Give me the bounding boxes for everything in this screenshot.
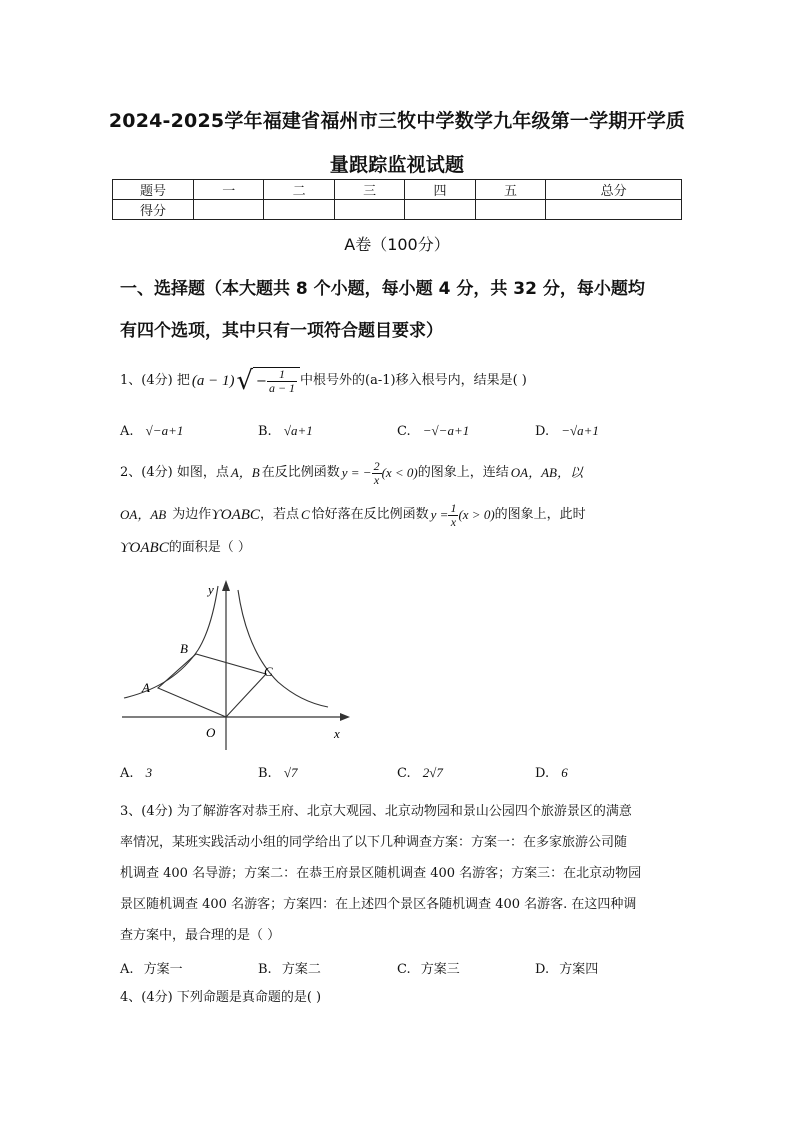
q2-segments: OA，AB <box>120 507 167 522</box>
section-1-heading-line-1: 一、选择题（本大题共 8 个小题，每小题 4 分，共 32 分，每小题均 <box>120 279 645 299</box>
question-1 <box>120 364 527 398</box>
label-x: x <box>334 726 340 741</box>
q2-option-c <box>397 765 443 781</box>
q2-option-d <box>535 765 568 781</box>
q2-func1-lhs: y = − <box>341 465 372 480</box>
frac-den: x <box>450 514 457 529</box>
option-letter: C. <box>397 766 411 781</box>
frac-num: 1 <box>450 500 457 515</box>
option-letter: D. <box>535 424 550 439</box>
score-header-cell: 总分 <box>546 180 682 200</box>
q2-figure <box>118 574 358 754</box>
option-text: 3 <box>145 765 153 780</box>
frac-num: 2 <box>373 458 380 473</box>
q2-func2-fraction <box>448 502 458 529</box>
label-o: O <box>206 725 216 740</box>
score-cell <box>475 200 545 220</box>
option-letter: D. <box>535 766 550 781</box>
q3-line: 查方案中，最合理的是（ ） <box>120 928 281 943</box>
question-2-line-2 <box>120 498 586 532</box>
option-text: √−a+1 <box>145 423 184 438</box>
score-table-header-row <box>113 180 682 200</box>
volume-label: A卷（100分） <box>344 235 450 254</box>
question-2-line-1 <box>120 456 583 490</box>
q2-text: 为边作 <box>172 507 212 522</box>
score-header-cell: 三 <box>334 180 404 200</box>
option-letter: B. <box>258 766 272 781</box>
option-letter: C. <box>397 424 411 439</box>
x-axis-arrow-icon <box>340 713 350 721</box>
q1-factor: (a − 1) <box>191 373 235 389</box>
q2-segments: OA，AB，以 <box>510 465 583 480</box>
option-text: √a+1 <box>283 423 313 438</box>
label-y: y <box>208 582 214 597</box>
label-b: B <box>180 641 188 656</box>
q2-text: 2、(4分) 如图，点 <box>120 465 229 480</box>
score-table-score-row <box>113 200 682 220</box>
q3-line: 率情况，某班实践活动小组的同学给出了以下几种调查方案：方案一：在多家旅游公司随 <box>120 835 628 850</box>
option-text: 方案四 <box>559 962 599 977</box>
label-a: A <box>142 680 150 695</box>
q1-fraction <box>267 368 297 395</box>
q2-text: 在反比例函数 <box>261 465 340 480</box>
q2-func2-lhs: y = <box>430 507 449 522</box>
q3-line: 机调查 400 名导游；方案二：在恭王府景区随机调查 400 名游客；方案三：在北京动物园 <box>120 866 642 881</box>
option-text: 方案一 <box>143 962 183 977</box>
q2-text: 的面积是（ ） <box>168 540 251 555</box>
q3-line: 3、(4分) 为了解游客对恭王府、北京大观园、北京动物园和景山公园四个旅游景区的满意 <box>120 804 632 819</box>
curve-left <box>124 586 218 698</box>
q2-text: ，若点 <box>259 507 299 522</box>
option-text: 2√7 <box>422 765 443 780</box>
q3-option-d <box>535 958 598 977</box>
q1-option-d <box>535 423 599 439</box>
option-letter: D. <box>535 962 550 977</box>
score-header-cell: 一 <box>194 180 264 200</box>
q3-option-a <box>120 958 183 977</box>
option-text: 方案三 <box>420 962 460 977</box>
q1-prefix: 1、(4分) 把 <box>120 373 190 388</box>
q2-func1-fraction <box>372 460 382 487</box>
frac-den: x <box>373 472 380 487</box>
score-table <box>112 179 682 220</box>
score-header-cell: 四 <box>405 180 475 200</box>
question-3 <box>120 802 690 957</box>
score-header-cell: 二 <box>264 180 334 200</box>
option-text: 方案二 <box>281 962 321 977</box>
score-cell <box>194 200 264 220</box>
radical-sign-icon: √ <box>236 366 254 396</box>
title-line-1: 2024-2025学年福建省福州市三牧中学数学九年级第一学期开学质 <box>108 110 686 132</box>
q1-option-c <box>397 423 469 439</box>
q2-option-a <box>120 765 152 781</box>
q2-point-c: C <box>300 507 310 522</box>
q2-text: 恰好落在反比例函数 <box>311 507 429 522</box>
option-text: −√−a+1 <box>422 423 470 438</box>
q1-frac-den: a − 1 <box>268 381 296 395</box>
parallelogram-oabc <box>158 654 266 717</box>
option-text: −√a+1 <box>561 423 599 438</box>
section-1-heading-line-2: 有四个选项，其中只有一项符合题目要求） <box>120 321 443 341</box>
q3-option-c <box>397 958 460 977</box>
q2-option-b <box>258 765 297 781</box>
score-cell <box>334 200 404 220</box>
score-row-label: 得分 <box>113 200 194 220</box>
q1-suffix: 中根号外的(a-1)移入根号内，结果是( ) <box>300 373 527 388</box>
score-cell <box>405 200 475 220</box>
y-axis-arrow-icon <box>222 580 230 591</box>
score-cell <box>264 200 334 220</box>
option-letter: A. <box>120 766 134 781</box>
option-text: 6 <box>561 765 568 780</box>
q3-line: 景区随机调查 400 名游客；方案四：在上述四个景区各随机调查 400 名游客. 在这四种调 <box>120 897 637 912</box>
option-letter: B. <box>258 424 272 439</box>
question-4: 4、(4分) 下列命题是真命题的是( ) <box>120 990 322 1005</box>
option-text: √7 <box>283 765 298 780</box>
option-letter: C. <box>397 962 411 977</box>
option-letter: B. <box>258 962 272 977</box>
q1-option-b <box>258 423 313 439</box>
q1-radicand <box>253 367 300 395</box>
option-letter: A. <box>120 424 134 439</box>
q2-parallelogram: ϒOABC <box>211 507 260 523</box>
score-header-cell: 五 <box>475 180 545 200</box>
question-2-line-3 <box>120 538 251 558</box>
score-cell <box>546 200 682 220</box>
q2-text: 的图象上，连结 <box>417 465 509 480</box>
title-line-2: 量跟踪监视试题 <box>329 154 465 176</box>
q1-minus: − <box>256 373 267 389</box>
q3-option-b <box>258 958 321 977</box>
q2-points: A，B <box>230 465 260 480</box>
score-header-cell: 题号 <box>113 180 194 200</box>
label-c: C <box>264 664 273 679</box>
q1-frac-num: 1 <box>267 368 297 382</box>
option-letter: A. <box>120 962 134 977</box>
q2-text: 的图象上，此时 <box>494 507 586 522</box>
q2-func1-cond: (x < 0) <box>381 465 418 480</box>
q2-func2-cond: (x > 0) <box>458 507 495 522</box>
q1-option-a <box>120 423 183 439</box>
q2-parallelogram: ϒOABC <box>120 540 169 556</box>
